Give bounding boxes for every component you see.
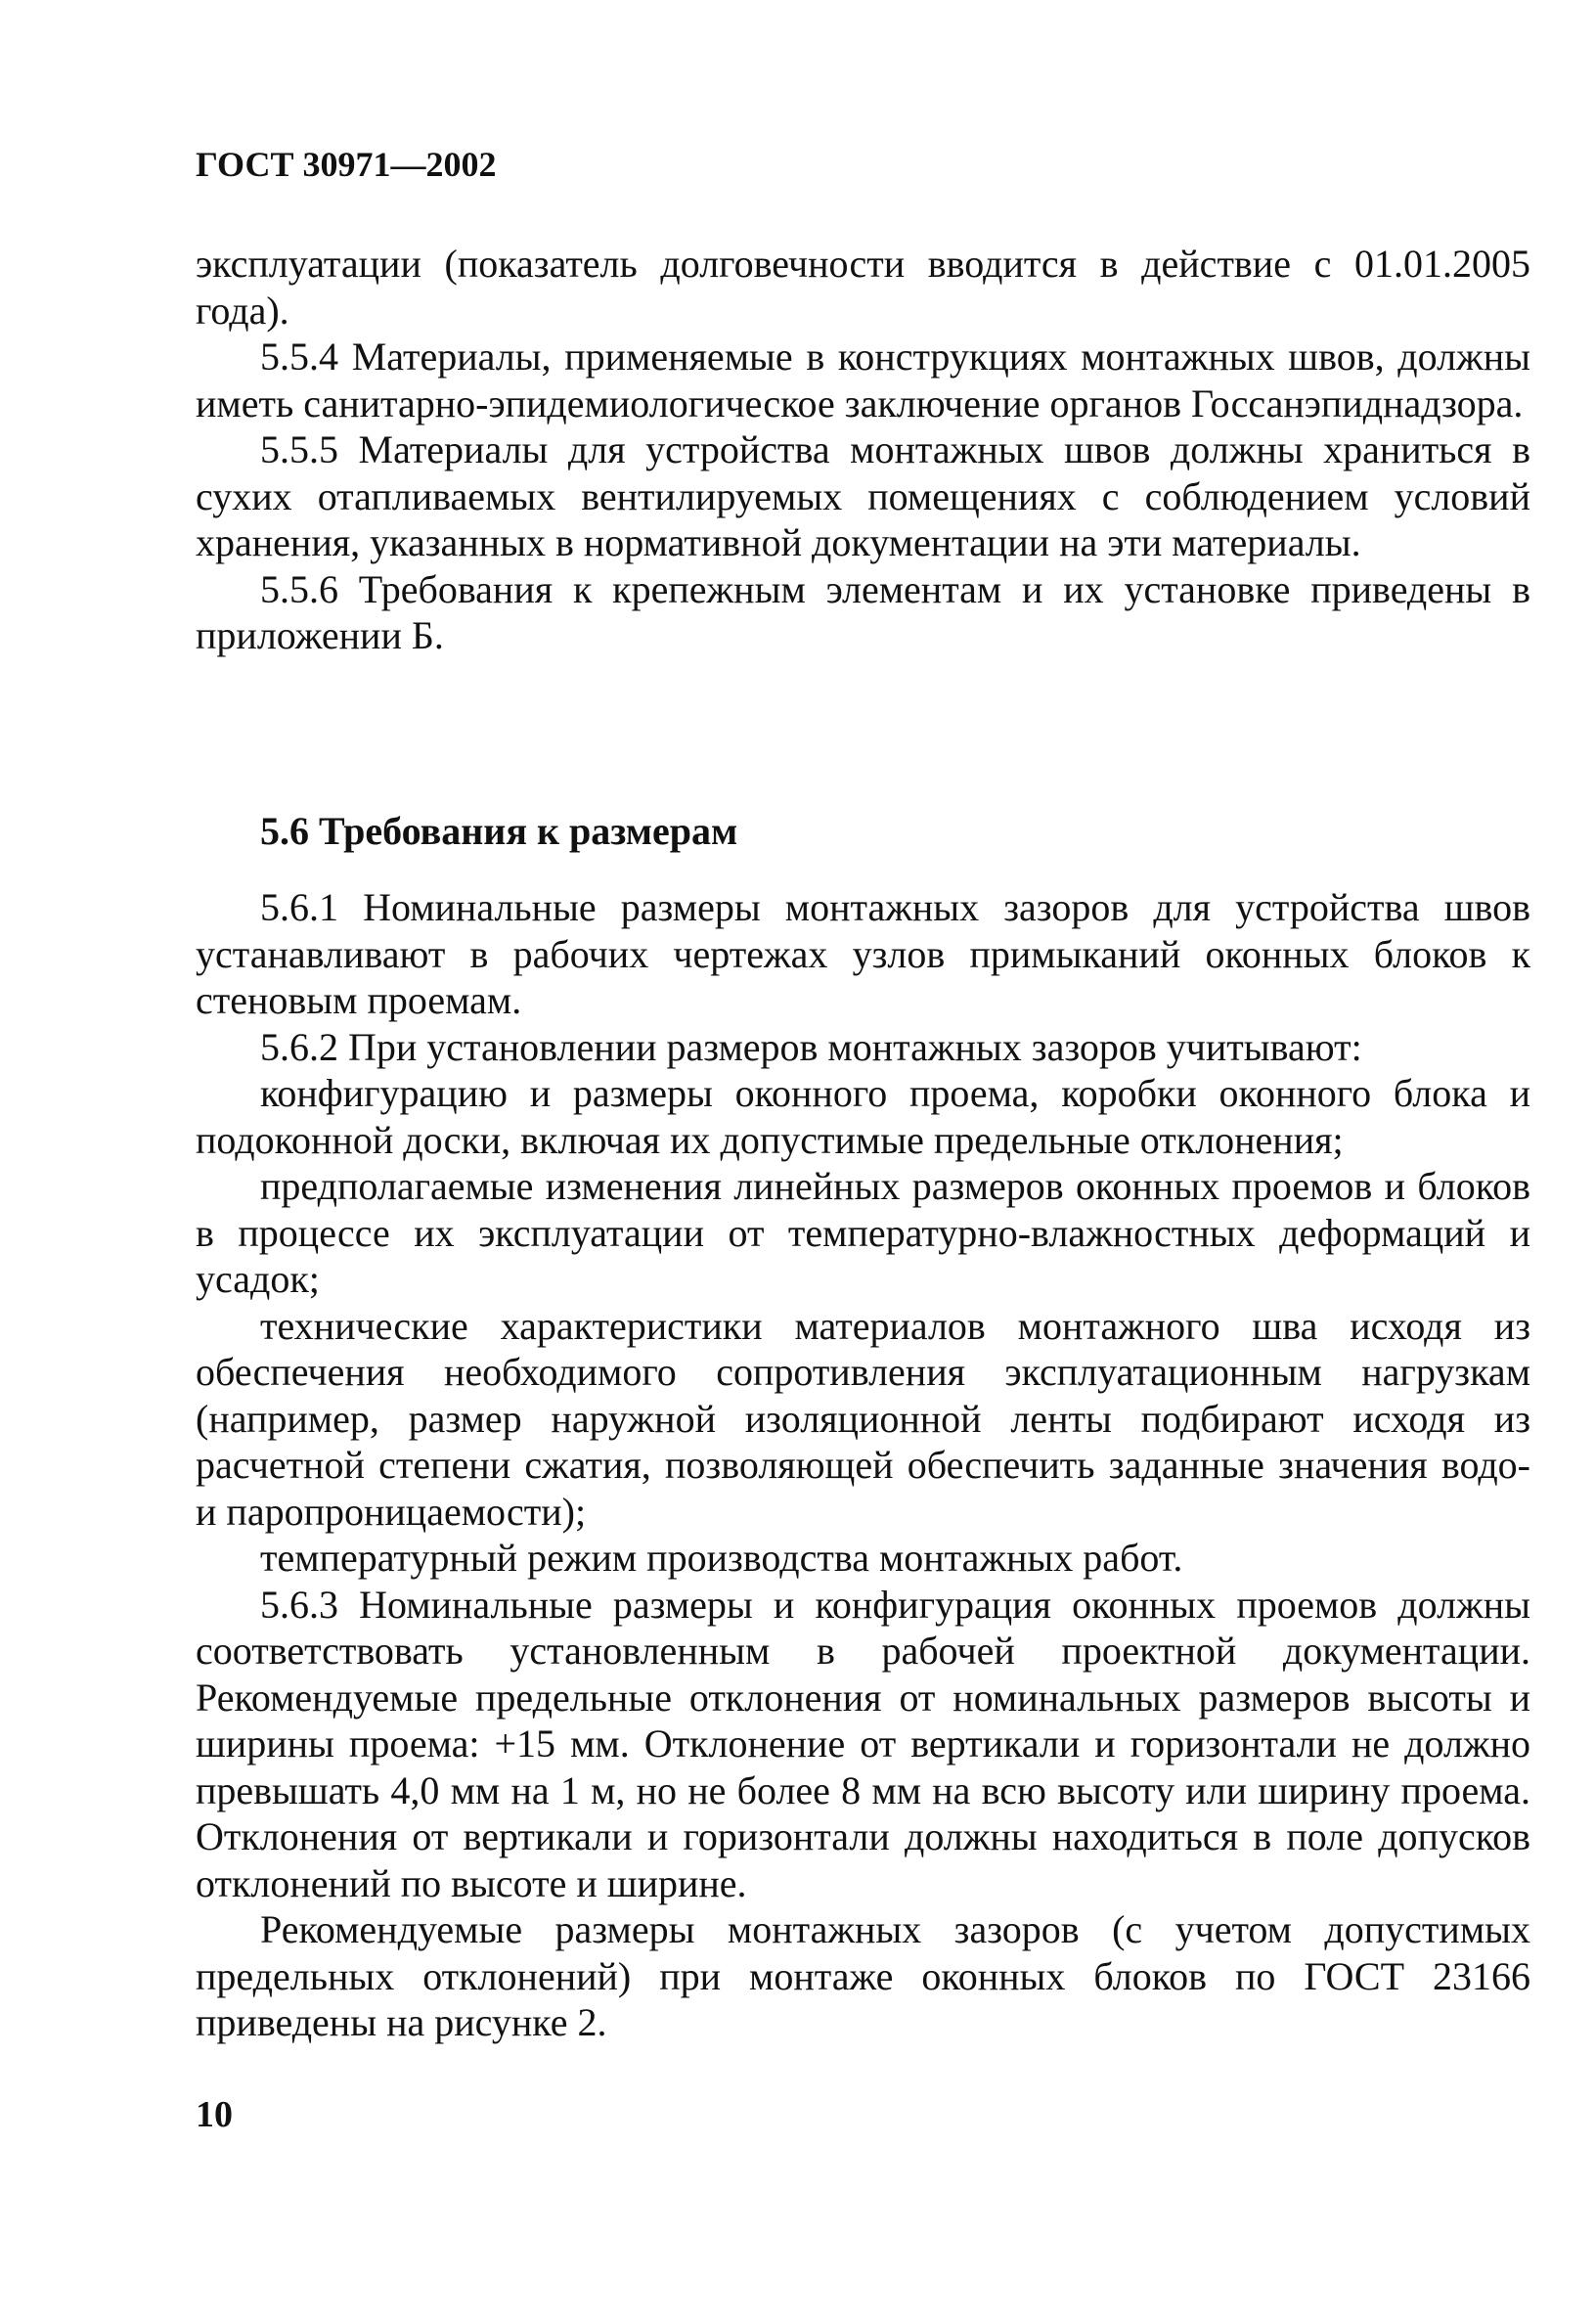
list-item-dimension-changes: предполагаемые изменения линейных размеров оконных проемов и блоков в процессе их эксплуатации от температурно-влажностных деформаций и усадок; [196, 1164, 1530, 1301]
page-number: 10 [196, 2094, 233, 2135]
section-heading: 5.6 Требования к размерам [260, 809, 738, 853]
paragraph-5-6-1: 5.6.1 Номинальные размеры монтажных зазоров для устройства швов устанавливают в рабочих чертежах узлов примыканий оконных блоков к стеновым проемам. [196, 885, 1530, 1022]
text-block-top [196, 241, 1530, 659]
document-code-header: ГОСТ 30971—2002 [196, 145, 497, 184]
list-item-temperature-mode: температурный режим производства монтажных работ. [260, 1536, 1183, 1580]
paragraph-5-5-5: 5.5.5 Материалы для устройства монтажных швов должны храниться в сухих отапливаемых вентилируемых помещениях с соблюдением условий хранения, указанных в нормативной документации на эти материалы. [196, 427, 1530, 564]
paragraph-recommended-gaps: Рекомендуемые размеры монтажных зазоров (с учетом допустимых предельных отклонений) при монтаже оконных блоков по ГОСТ 23166 приведены на рисунке 2. [196, 1907, 1530, 2044]
paragraph-5-5-6: 5.5.6 Требования к крепежным элементам и их установке приведены в приложении Б. [196, 566, 1530, 657]
list-item-material-characteristics: технические характеристики материалов монтажного шва исходя из обеспечения необходимого сопротивления эксплуатационным нагрузкам (например, размер наружной изоляционной ленты подбирают исходя из расчетной степени сжатия, позволяющей обеспечить заданные значения водо- и паропроницаемости); [196, 1303, 1530, 1534]
paragraph-5-5-4: 5.5.4 Материалы, применяемые в конструкциях монтажных швов, должны иметь санитарно-эпидемиологическое заключение органов Госсанэпиднадзора. [196, 335, 1530, 425]
paragraph-continuation: эксплуатации (показатель долговечности вводится в действие с 01.01.2005 года). [196, 242, 1530, 333]
paragraph-5-6-3: 5.6.3 Номинальные размеры и конфигурация оконных проемов должны соответствовать установленным в рабочей проектной документации. Рекомендуемые предельные отклонения от номинальных размеров высоты и ширины проема: +15 мм. Отклонение от вертикали и горизонтали не должно превышать 4,0 мм на 1 м, но не более 8 мм на всю высоту или ширину проема. Отклонения от вертикали и горизонтали должны находиться в поле допусков отклонений по высоте и ширине. [196, 1582, 1530, 1905]
list-item-configuration: конфигурацию и размеры оконного проема, коробки оконного блока и подоконной доски, включая их допустимые предельные отклонения; [196, 1071, 1530, 1162]
text-block-bottom [196, 884, 1530, 2046]
paragraph-5-6-2: 5.6.2 При установлении размеров монтажных зазоров учитывают: [260, 1024, 1362, 1069]
